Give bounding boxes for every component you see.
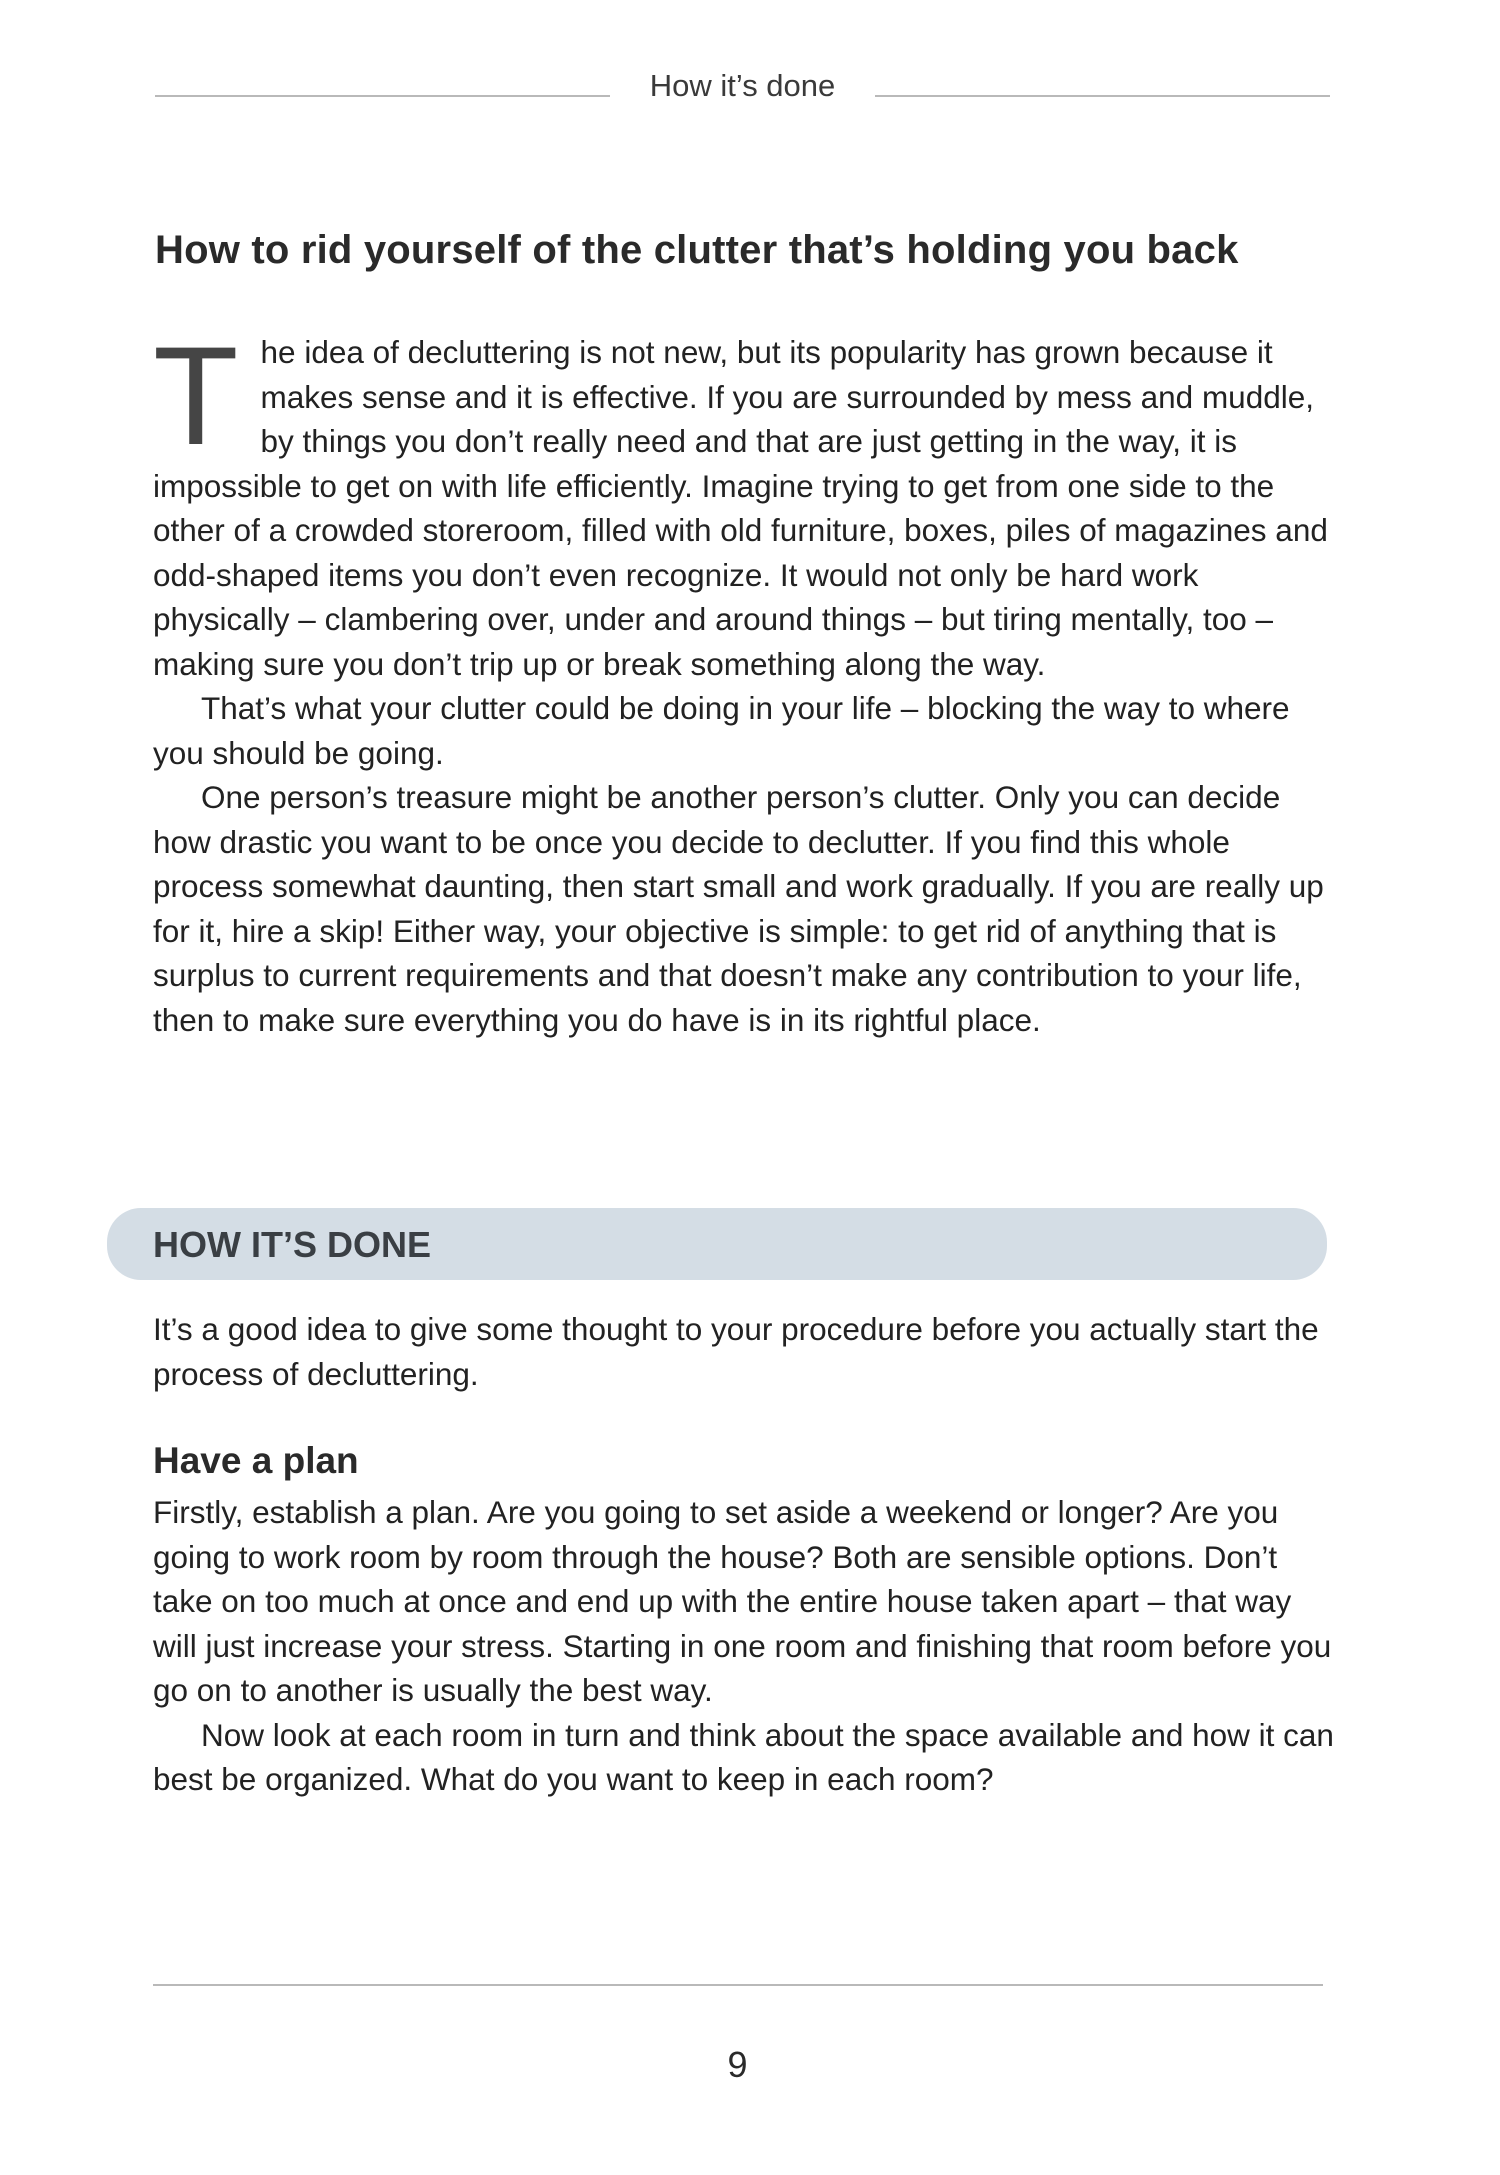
running-header [155,62,1330,112]
drop-cap: T [153,317,239,474]
intro-paragraph-3: One person’s treasure might be another person’s clutter. Only you can decide how drastic you want to be once you decide to declutter. If you find this whole process somewhat daunting, then start small and work gradually. If you are really up for it, hire a skip! Either way, your objective is simple: to get rid of anything that is surplus to current requirements and that doesn’t make any contribution to your life, then to make sure everything you do have is in its rightful place. [153,779,1324,1038]
footer-rule [153,1984,1323,1986]
intro-paragraph-1 [153,317,1335,686]
section-title: HOW IT’S DONE [153,1224,431,1265]
section-intro [153,1307,1335,1396]
section-banner [107,1208,1327,1280]
page-title: How to rid yourself of the clutter that’s holding you back [155,228,1239,272]
subheading-have-a-plan: Have a plan [153,1440,359,1481]
page-number: 9 [727,2044,748,2085]
plan-paragraph-2: Now look at each room in turn and think about the space available and how it can best be organized. What do you want to keep in each room? [153,1716,1334,1797]
running-header-title: How it’s done [649,68,836,103]
intro-paragraph-1-text: he idea of decluttering is not new, but its popularity has grown because it makes sense and it is effective. If you are surrounded by mess and muddle, by things you don’t really need and that are just getting in the way, it is impossible to get on with life efficiently. Imagine trying to get from one side to the other of a crowded storeroom, filled with old furniture, boxes, piles of magazines and odd-shaped items you don’t even recognize. It would not only be hard work physically – clambering over, under and around things – but tiring mentally, too – making sure you don’t trip up or break something along the way. [153,334,1328,682]
plan-section [153,1490,1335,1802]
plan-paragraph-1: Firstly, establish a plan. Are you going to set aside a weekend or longer? Are you going to work room by room through the house? Both are sensible options. Don’t take on too much at once and end up with the entire house taken apart – that way will just increase your stress. Starting in one room and finishing that room before you go on to another is usually the best way. [153,1494,1332,1708]
section-intro-paragraph: It’s a good idea to give some thought to your procedure before you actually start the process of decluttering. [153,1311,1319,1392]
header-rule-right [875,95,1330,97]
intro-paragraph-2: That’s what your clutter could be doing in your life – blocking the way to where you should be going. [153,690,1290,771]
intro-section [153,317,1335,1042]
